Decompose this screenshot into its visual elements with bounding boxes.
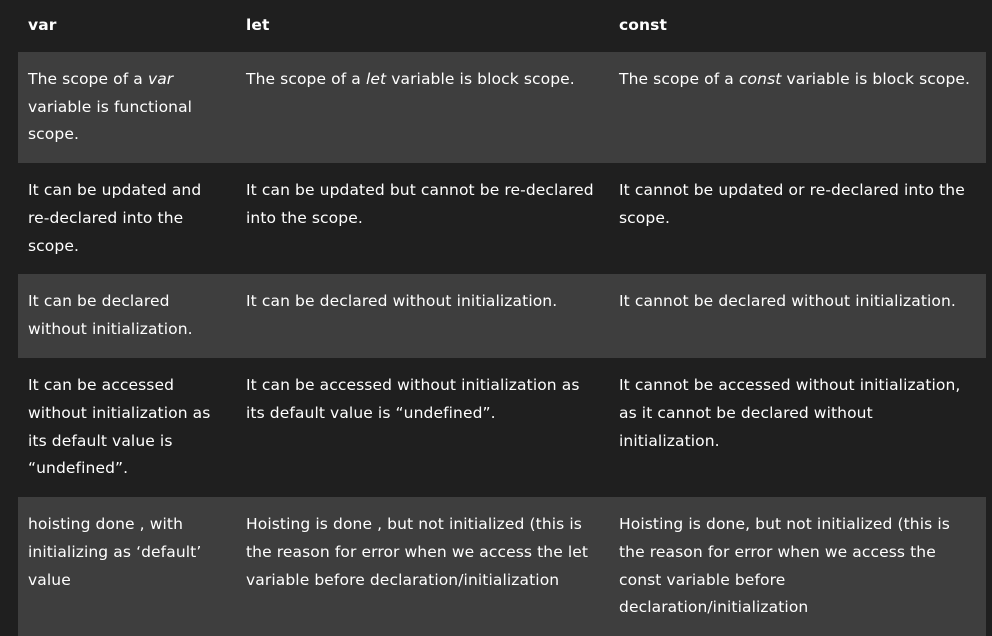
cell-text-pre: The scope of a <box>619 70 739 88</box>
cell-let <box>236 52 609 163</box>
cell-const: It cannot be updated or re-declared into the scope. <box>609 163 986 274</box>
cell-var: It can be updated and re-declared into the scope. <box>18 163 236 274</box>
header-row <box>18 0 986 52</box>
table-row <box>18 497 986 636</box>
cell-let: It can be accessed without initialization as its default value is “undefined”. <box>236 358 609 497</box>
cell-const <box>609 52 986 163</box>
cell-text-post: variable is block scope. <box>781 70 971 88</box>
cell-let: Hoisting is done , but not initialized (this is the reason for error when we access the let variable before declaration/initialization <box>236 497 609 636</box>
cell-let: It can be updated but cannot be re-declared into the scope. <box>236 163 609 274</box>
table-header <box>18 0 986 52</box>
cell-text-post: variable is functional scope. <box>28 97 193 144</box>
table-row <box>18 163 986 274</box>
cell-let: It can be declared without initialization. <box>236 274 609 358</box>
cell-const: It cannot be accessed without initialization, as it cannot be declared without initialization. <box>609 358 986 497</box>
keyword-let: let <box>365 70 387 88</box>
cell-var: It can be accessed without initialization as its default value is “undefined”. <box>18 358 236 497</box>
cell-var: hoisting done , with initializing as ‘default’ value <box>18 497 236 636</box>
table-row <box>18 52 986 163</box>
comparison-table <box>18 0 986 636</box>
cell-text-pre: The scope of a <box>246 70 366 88</box>
cell-text-pre: The scope of a <box>28 70 148 88</box>
cell-var <box>18 52 236 163</box>
table-row <box>18 274 986 358</box>
table-row <box>18 358 986 497</box>
header-let: let <box>236 0 609 52</box>
keyword-const: const <box>738 70 782 88</box>
keyword-var: var <box>147 70 174 88</box>
cell-text-post: variable is block scope. <box>386 70 575 88</box>
header-var: var <box>18 0 236 52</box>
cell-const: Hoisting is done, but not initialized (this is the reason for error when we access the const variable before declaration/initialization <box>609 497 986 636</box>
cell-var: It can be declared without initialization. <box>18 274 236 358</box>
table-body <box>18 52 986 636</box>
cell-const: It cannot be declared without initialization. <box>609 274 986 358</box>
header-const: const <box>609 0 986 52</box>
